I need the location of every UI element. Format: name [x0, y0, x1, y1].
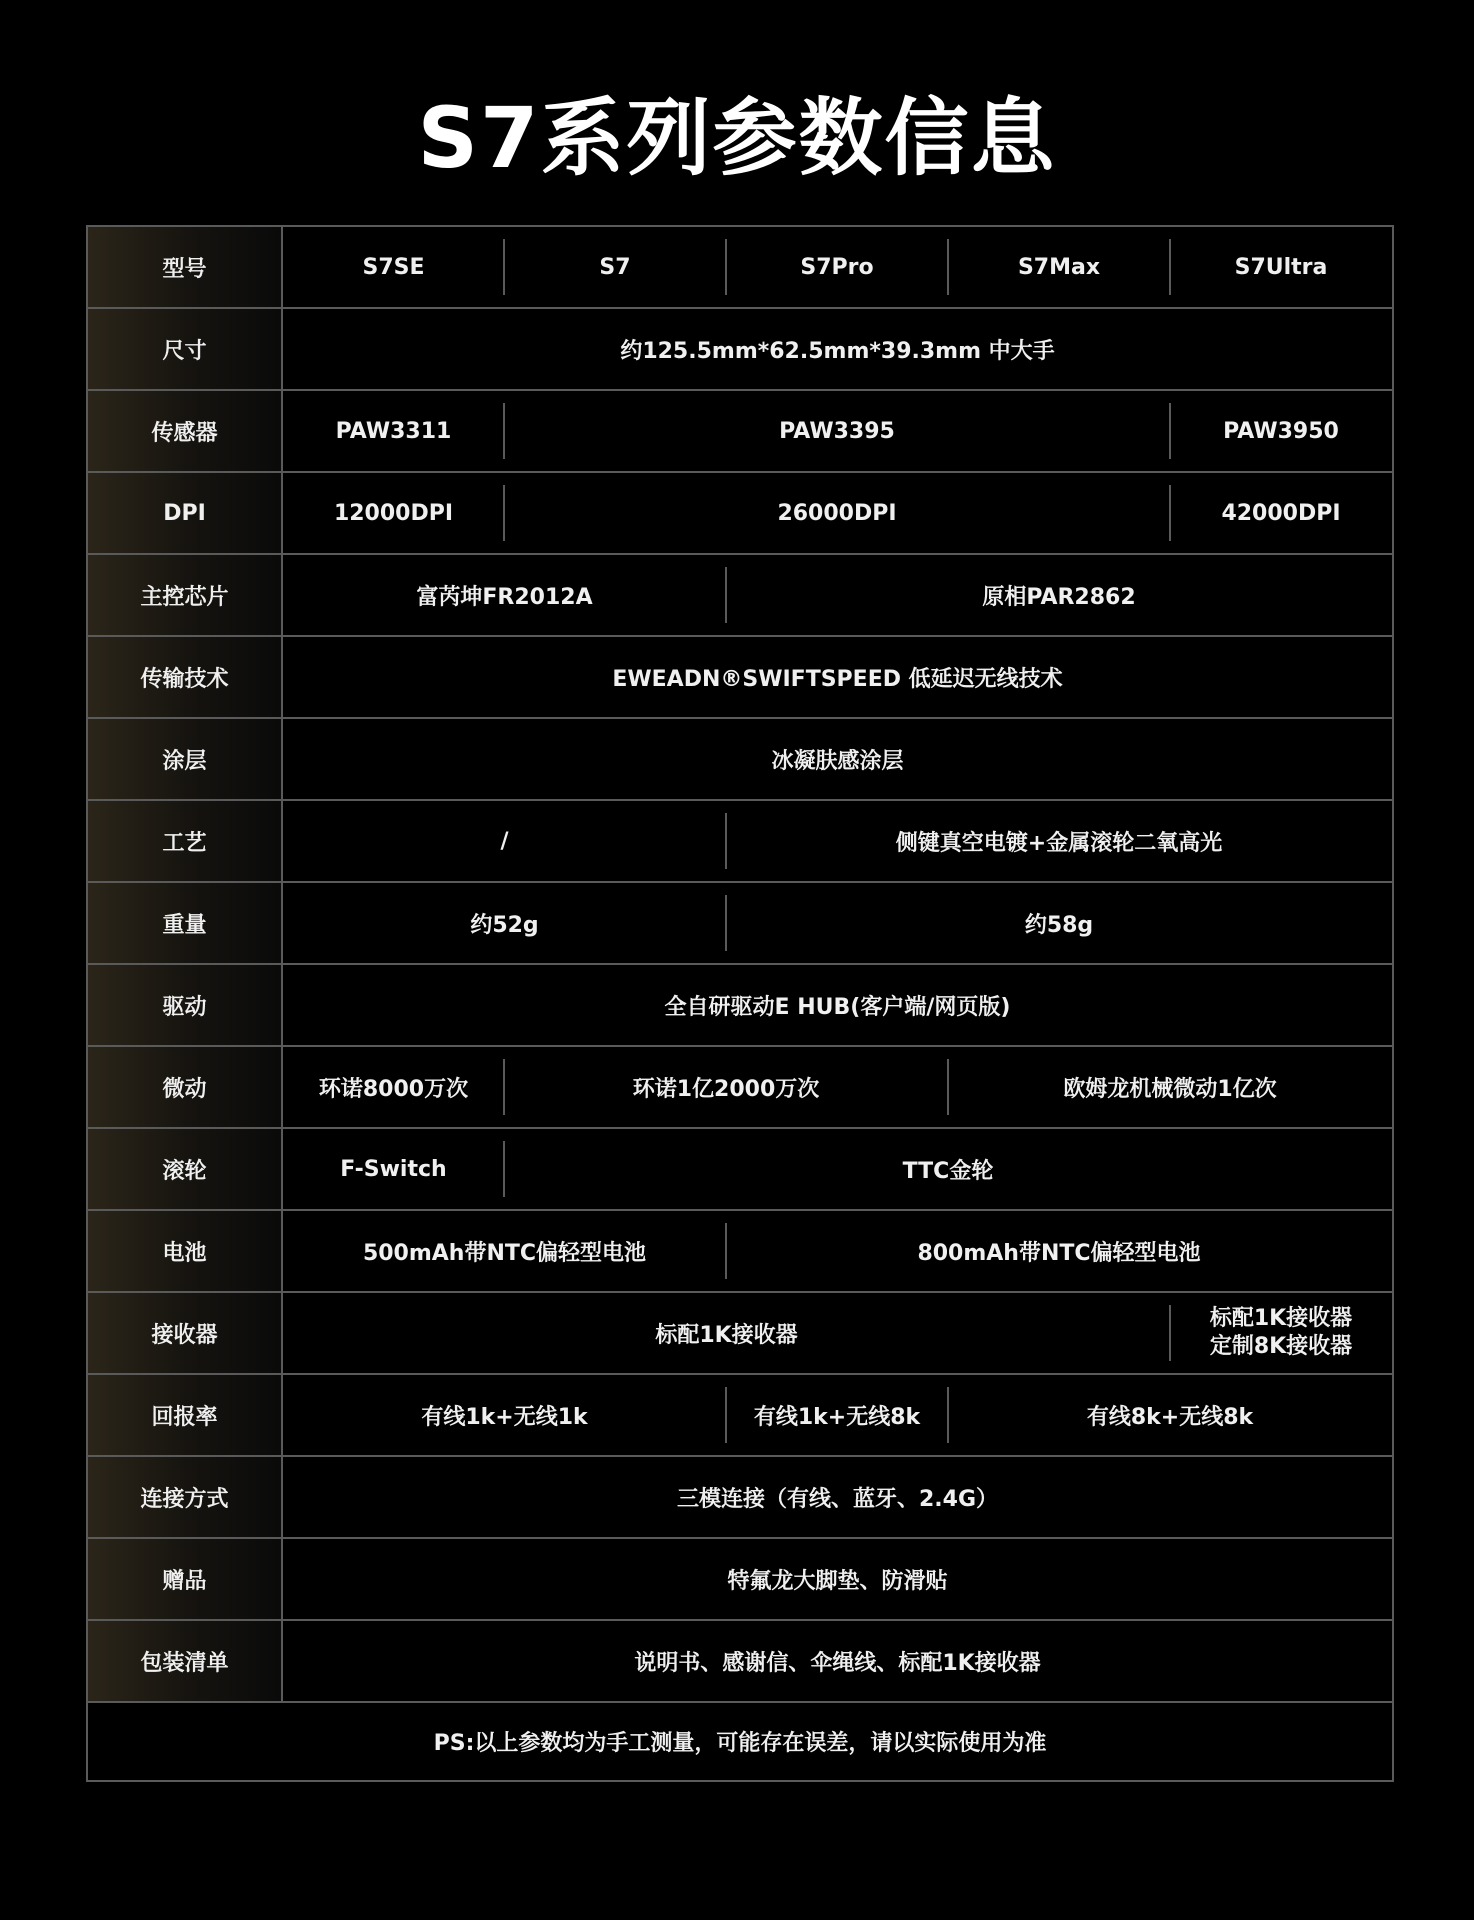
receiver-ultra-line2: 定制8K接收器	[1209, 1334, 1353, 1359]
sensor-value: PAW3311	[282, 390, 504, 472]
switch-value: 欧姆龙机械微动1亿次	[948, 1046, 1393, 1128]
row-label: 尺寸	[87, 308, 282, 390]
polling-value: 有线8k+无线8k	[948, 1374, 1393, 1456]
row-connection	[87, 1456, 1393, 1538]
switch-value: 环诺8000万次	[282, 1046, 504, 1128]
wheel-value: TTC金轮	[504, 1128, 1393, 1210]
weight-value: 约58g	[726, 882, 1393, 964]
craft-value: 侧键真空电镀+金属滚轮二氧高光	[726, 800, 1393, 882]
model-s7max: S7Max	[948, 226, 1170, 308]
row-label: 微动	[87, 1046, 282, 1128]
row-wheel	[87, 1128, 1393, 1210]
row-dpi	[87, 472, 1393, 554]
spec-table	[86, 225, 1394, 1782]
row-polling	[87, 1374, 1393, 1456]
row-craft	[87, 800, 1393, 882]
page-title: S7系列参数信息	[417, 89, 1057, 187]
row-label: 滚轮	[87, 1128, 282, 1210]
craft-value: /	[282, 800, 726, 882]
model-s7pro: S7Pro	[726, 226, 948, 308]
wheel-value: F-Switch	[282, 1128, 504, 1210]
model-s7se: S7SE	[282, 226, 504, 308]
row-label: 传输技术	[87, 636, 282, 718]
row-label: 电池	[87, 1210, 282, 1292]
row-label: 赠品	[87, 1538, 282, 1620]
coating-value: 冰凝肤感涂层	[282, 718, 1393, 800]
row-label: DPI	[87, 472, 282, 554]
switch-value: 环诺1亿2000万次	[504, 1046, 948, 1128]
row-gift	[87, 1538, 1393, 1620]
row-label: 包装清单	[87, 1620, 282, 1702]
driver-value: 全自研驱动E HUB(客户端/网页版)	[282, 964, 1393, 1046]
weight-value: 约52g	[282, 882, 726, 964]
row-driver	[87, 964, 1393, 1046]
chip-value: 原相PAR2862	[726, 554, 1393, 636]
receiver-ultra-line1: 标配1K接收器	[1209, 1306, 1353, 1331]
model-s7: S7	[504, 226, 726, 308]
transmission-value: EWEADN®SWIFTSPEED 低延迟无线技术	[282, 636, 1393, 718]
row-label: 型号	[87, 226, 282, 308]
battery-value: 800mAh带NTC偏轻型电池	[726, 1210, 1393, 1292]
row-transmission	[87, 636, 1393, 718]
row-switch	[87, 1046, 1393, 1128]
row-chip	[87, 554, 1393, 636]
row-coating	[87, 718, 1393, 800]
dpi-value: 42000DPI	[1170, 472, 1393, 554]
dpi-value: 12000DPI	[282, 472, 504, 554]
row-size	[87, 308, 1393, 390]
row-package	[87, 1620, 1393, 1702]
row-sensor	[87, 390, 1393, 472]
row-label: 涂层	[87, 718, 282, 800]
battery-value: 500mAh带NTC偏轻型电池	[282, 1210, 726, 1292]
size-value: 约125.5mm*62.5mm*39.3mm 中大手	[282, 308, 1393, 390]
row-label: 主控芯片	[87, 554, 282, 636]
row-label: 重量	[87, 882, 282, 964]
gift-value: 特氟龙大脚垫、防滑贴	[282, 1538, 1393, 1620]
row-label: 传感器	[87, 390, 282, 472]
sensor-value: PAW3395	[504, 390, 1170, 472]
package-value: 说明书、感谢信、伞绳线、标配1K接收器	[282, 1620, 1393, 1702]
row-battery	[87, 1210, 1393, 1292]
row-label: 工艺	[87, 800, 282, 882]
polling-value: 有线1k+无线8k	[726, 1374, 948, 1456]
row-label: 驱动	[87, 964, 282, 1046]
row-label: 连接方式	[87, 1456, 282, 1538]
row-label: 回报率	[87, 1374, 282, 1456]
model-s7ultra: S7Ultra	[1170, 226, 1393, 308]
receiver-ultra-value	[1170, 1292, 1393, 1374]
row-model	[87, 226, 1393, 308]
row-label: 接收器	[87, 1292, 282, 1374]
sensor-value: PAW3950	[1170, 390, 1393, 472]
row-note	[87, 1702, 1393, 1781]
connection-value: 三模连接（有线、蓝牙、2.4G）	[282, 1456, 1393, 1538]
polling-value: 有线1k+无线1k	[282, 1374, 726, 1456]
dpi-value: 26000DPI	[504, 472, 1170, 554]
row-receiver	[87, 1292, 1393, 1374]
receiver-value: 标配1K接收器	[282, 1292, 1170, 1374]
row-weight	[87, 882, 1393, 964]
disclaimer-note: PS:以上参数均为手工测量，可能存在误差，请以实际使用为准	[87, 1702, 1393, 1781]
chip-value: 富芮坤FR2012A	[282, 554, 726, 636]
